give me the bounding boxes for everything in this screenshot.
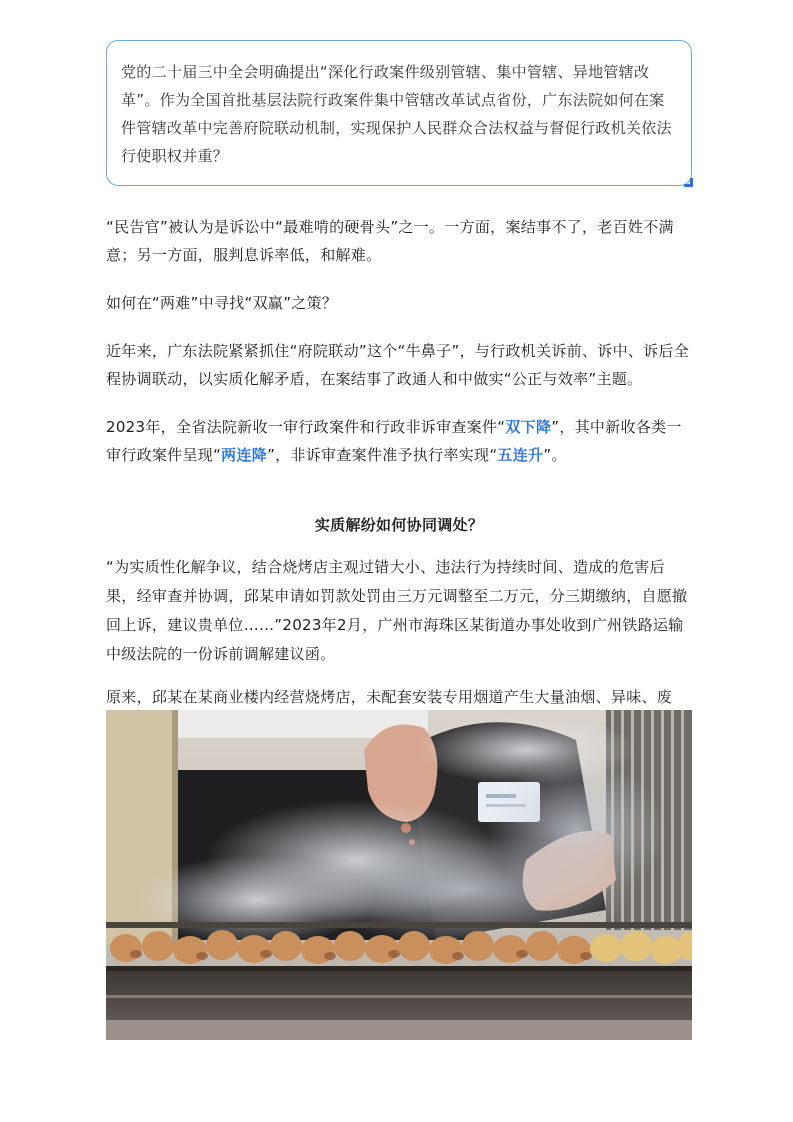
section-heading: 实质解纷如何协同调处？: [314, 516, 484, 534]
intro-callout: [106, 40, 692, 186]
p4-text-4: ”。: [543, 446, 567, 464]
highlight-two-consecutive-declines: 两连降: [221, 446, 268, 464]
paragraph-3: 近年来，广东法院紧紧抓住“府院联动”这个“牛鼻子”，与行政机关诉前、诉中、诉后全程协调联动，以实质化解矛盾，在案结事了政通人和中做实“公正与效率”主题。: [106, 342, 690, 388]
paragraph-5: “为实质性化解争议，结合烧烤店主观过错大小、违法行为持续时间、造成的危害后果，经审查并协调，邱某申请如罚款处罚由三万元调整至二万元，分三期缴纳，自愿撤回上诉，建议贵单位……”2023年2月，广州市海珠区某街道办事处收到广州铁路运输中级法院的一份诉前调解建议函。: [106, 558, 688, 663]
paragraph-6: 原来，邱某在某商业楼内经营烧烤店，未配套安装专用烟道产生大量油烟、异味、废: [106, 688, 673, 706]
highlight-double-decline: 双下降: [505, 418, 552, 436]
barbecue-photo: [106, 710, 692, 1040]
paragraph-1: “民告官”被认为是诉讼中“最难啃的硬骨头”之一。一方面，案结事不了，老百姓不满意；另一方面，服判息诉率低，和解难。: [106, 218, 674, 264]
corner-accent: [684, 178, 693, 187]
p4-text-3: ”，非诉审查案件准予执行率实现“: [267, 446, 498, 464]
highlight-five-consecutive-rises: 五连升: [497, 446, 544, 464]
paragraph-4: [106, 413, 692, 469]
intro-text: 党的二十届三中全会明确提出“深化行政案件级别管辖、集中管辖、异地管辖改革”。作为全国首批基层法院行政案件集中管辖改革试点省份，广东法院如何在案件管辖改革中完善府院联动机制，实现保护人民群众合法权益与督促行政机关依法行使职权并重？: [121, 63, 672, 165]
article-body: [106, 40, 692, 741]
p4-text-2: ”，其中新收各类一审行政案件呈现“: [106, 418, 682, 464]
paragraph-2: 如何在“两难”中寻找“双赢”之策？: [106, 294, 338, 312]
p4-text-1: 2023年，全省法院新收一审行政案件和行政非诉审查案件“: [106, 418, 506, 436]
